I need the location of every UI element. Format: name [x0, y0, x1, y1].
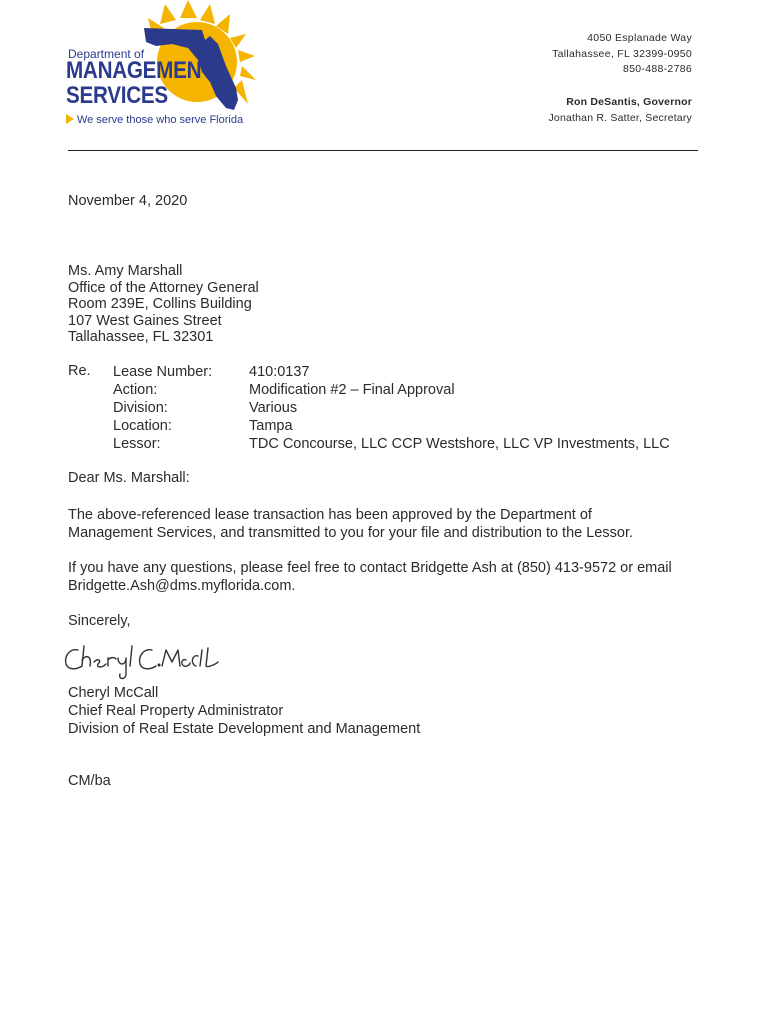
re-value-lease-number: 410:0137 — [249, 364, 310, 380]
recipient-line: Ms. Amy Marshall — [68, 263, 183, 279]
re-label: Re. — [68, 363, 91, 379]
paragraph-line: Bridgette.Ash@dms.myflorida.com. — [68, 578, 296, 594]
play-triangle-icon — [66, 114, 74, 124]
closing: Sincerely, — [68, 613, 131, 629]
paragraph-line: Management Services, and transmitted to you for your file and distribution to the Lessor. — [68, 525, 633, 541]
paragraph-approval — [68, 506, 708, 542]
re-value-lessor: TDC Concourse, LLC CCP Westshore, LLC VP Investments, LLC — [249, 436, 670, 452]
re-key-action: Action: — [113, 382, 158, 398]
recipient-line: Room 239E, Collins Building — [68, 296, 252, 312]
signer-division: Division of Real Estate Development and Management — [68, 721, 421, 737]
re-value-division: Various — [249, 400, 298, 416]
secretary-name: Jonathan R. Satter, Secretary — [548, 111, 692, 124]
letterhead-officials — [548, 95, 692, 126]
paragraph-line: If you have any questions, please feel free to contact Bridgette Ash at (850) 413-9572 or email — [68, 560, 672, 576]
letter-date: November 4, 2020 — [68, 193, 188, 209]
address-line: Tallahassee, FL 32399-0950 — [552, 47, 692, 60]
recipient-line: 107 West Gaines Street — [68, 312, 222, 329]
governor-name: Ron DeSantis, Governor — [566, 96, 692, 108]
paragraph-contact — [68, 559, 708, 595]
re-key-lease-number: Lease Number: — [113, 364, 213, 380]
header-divider — [68, 150, 698, 151]
recipient-line: Tallahassee, FL 32301 — [68, 329, 214, 345]
recipient-address — [68, 263, 259, 346]
logo-name-line2: SERVICES — [66, 82, 168, 109]
recipient-line: Office of the Attorney General — [68, 279, 259, 296]
handwritten-signature — [60, 640, 220, 682]
address-line: 850-488-2786 — [623, 63, 692, 75]
signer-title: Chief Real Property Administrator — [68, 703, 284, 719]
logo-tagline — [66, 114, 243, 126]
paragraph-line: The above-referenced lease transaction has been approved by the Department of — [68, 507, 592, 523]
logo-name-line1: MANAGEMENT — [66, 57, 214, 84]
logo-name — [66, 58, 214, 108]
salutation: Dear Ms. Marshall: — [68, 470, 190, 486]
address-line: 4050 Esplanade Way — [587, 32, 692, 44]
letterhead-address — [552, 31, 692, 78]
signer-block — [68, 684, 420, 738]
tagline-text: We serve those who serve Florida — [77, 114, 244, 126]
re-value-location: Tampa — [249, 418, 293, 434]
re-key-lessor: Lessor: — [113, 436, 161, 452]
signer-name: Cheryl McCall — [68, 685, 159, 701]
typist-initials: CM/ba — [68, 773, 111, 789]
logo-department-of: Department of — [68, 47, 145, 61]
re-values — [249, 363, 670, 453]
re-keys — [113, 363, 212, 453]
re-value-action: Modification #2 – Final Approval — [249, 382, 455, 398]
re-key-division: Division: — [113, 400, 168, 416]
re-key-location: Location: — [113, 418, 172, 434]
